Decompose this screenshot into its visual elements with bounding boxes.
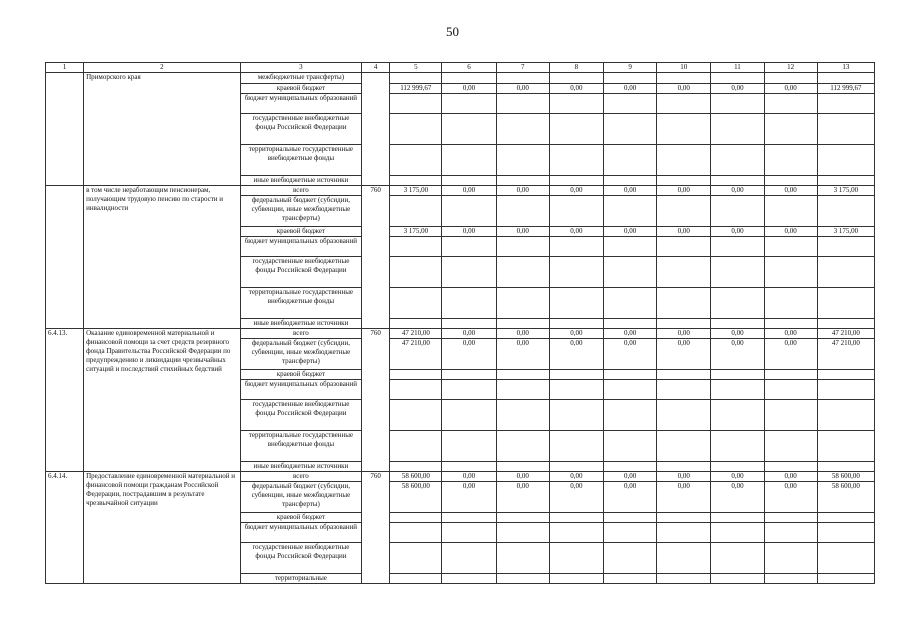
cell-value bbox=[764, 196, 817, 227]
row-funding-source: территориальные государственные внебюджетные фонды bbox=[240, 145, 361, 176]
cell-value: 0,00 bbox=[549, 472, 603, 482]
cell-value: 3 175,00 bbox=[817, 186, 874, 196]
cell-value bbox=[817, 114, 874, 145]
cell-value bbox=[603, 380, 656, 400]
cell-value: 0,00 bbox=[442, 227, 496, 237]
cell-value bbox=[603, 370, 656, 380]
cell-value bbox=[603, 257, 656, 288]
row-funding-source: иные внебюджетные источники bbox=[240, 462, 361, 472]
cell-value bbox=[711, 370, 764, 380]
cell-value bbox=[496, 370, 549, 380]
cell-value bbox=[657, 237, 711, 257]
cell-value: 58 600,00 bbox=[817, 482, 874, 513]
cell-value bbox=[390, 370, 442, 380]
cell-value: 58 600,00 bbox=[390, 472, 442, 482]
col-header-8: 8 bbox=[549, 63, 603, 73]
cell-value bbox=[711, 462, 764, 472]
cell-value: 0,00 bbox=[549, 329, 603, 339]
cell-value bbox=[711, 94, 764, 114]
cell-value bbox=[764, 574, 817, 584]
cell-value bbox=[442, 370, 496, 380]
cell-value: 0,00 bbox=[657, 227, 711, 237]
cell-value bbox=[390, 257, 442, 288]
cell-value bbox=[390, 176, 442, 186]
cell-value: 0,00 bbox=[711, 339, 764, 370]
row-funding-source: всего bbox=[240, 472, 361, 482]
cell-value bbox=[711, 513, 764, 523]
cell-value bbox=[603, 543, 656, 574]
cell-value bbox=[496, 513, 549, 523]
cell-value bbox=[603, 288, 656, 319]
cell-value bbox=[657, 574, 711, 584]
row-funding-source: федеральный бюджет (субсидии, субвенции, иные межбюджетные трансферты) bbox=[240, 482, 361, 513]
row-funding-source: всего bbox=[240, 329, 361, 339]
cell-value bbox=[390, 94, 442, 114]
table-row bbox=[46, 73, 875, 84]
cell-value bbox=[711, 319, 764, 329]
cell-value bbox=[764, 513, 817, 523]
row-funding-source: государственные внебюджетные фонды Российской Федерации bbox=[240, 400, 361, 431]
cell-value bbox=[549, 237, 603, 257]
cell-value bbox=[657, 288, 711, 319]
cell-value: 0,00 bbox=[603, 227, 656, 237]
cell-value bbox=[764, 319, 817, 329]
cell-value bbox=[764, 73, 817, 84]
cell-value bbox=[549, 462, 603, 472]
cell-value bbox=[549, 523, 603, 543]
cell-value: 0,00 bbox=[657, 329, 711, 339]
cell-value bbox=[657, 176, 711, 186]
row-code: 6.4.14. bbox=[46, 472, 84, 584]
cell-value bbox=[390, 523, 442, 543]
row-name: в том числе неработающим пенсионерам, получающим трудовую пенсию по старости и инвалидности bbox=[84, 186, 241, 329]
cell-value bbox=[549, 257, 603, 288]
cell-value: 0,00 bbox=[496, 186, 549, 196]
cell-value: 0,00 bbox=[711, 329, 764, 339]
row-code bbox=[46, 186, 84, 329]
cell-value bbox=[657, 431, 711, 462]
cell-value bbox=[442, 523, 496, 543]
cell-value bbox=[603, 237, 656, 257]
cell-value bbox=[711, 237, 764, 257]
cell-value bbox=[817, 380, 874, 400]
cell-value bbox=[442, 145, 496, 176]
cell-value: 0,00 bbox=[442, 329, 496, 339]
cell-value bbox=[496, 145, 549, 176]
cell-value bbox=[603, 319, 656, 329]
cell-value bbox=[764, 523, 817, 543]
cell-value bbox=[657, 370, 711, 380]
col-header-3: 3 bbox=[240, 63, 361, 73]
cell-value bbox=[442, 237, 496, 257]
cell-value bbox=[549, 145, 603, 176]
cell-value: 0,00 bbox=[711, 227, 764, 237]
row-funding-source: территориальные государственные внебюджетные фонды bbox=[240, 288, 361, 319]
cell-value bbox=[442, 380, 496, 400]
cell-value: 0,00 bbox=[442, 482, 496, 513]
cell-value: 3 175,00 bbox=[817, 227, 874, 237]
cell-value bbox=[496, 523, 549, 543]
cell-value bbox=[817, 94, 874, 114]
cell-value bbox=[764, 114, 817, 145]
cell-value bbox=[496, 431, 549, 462]
cell-value: 112 999,67 bbox=[817, 84, 874, 94]
cell-value bbox=[390, 196, 442, 227]
cell-value: 3 175,00 bbox=[390, 227, 442, 237]
cell-value bbox=[764, 431, 817, 462]
cell-value bbox=[711, 380, 764, 400]
cell-value bbox=[711, 523, 764, 543]
cell-value bbox=[603, 574, 656, 584]
cell-value bbox=[817, 513, 874, 523]
col-header-5: 5 bbox=[390, 63, 442, 73]
row-code bbox=[46, 73, 84, 186]
col-header-9: 9 bbox=[603, 63, 656, 73]
cell-value bbox=[711, 114, 764, 145]
cell-value bbox=[390, 513, 442, 523]
cell-value bbox=[442, 400, 496, 431]
cell-value: 47 210,00 bbox=[817, 339, 874, 370]
cell-value bbox=[817, 523, 874, 543]
cell-value: 0,00 bbox=[657, 84, 711, 94]
cell-value bbox=[657, 380, 711, 400]
col-header-6: 6 bbox=[442, 63, 496, 73]
cell-value bbox=[764, 543, 817, 574]
col-header-13: 13 bbox=[817, 63, 874, 73]
cell-value: 0,00 bbox=[603, 186, 656, 196]
cell-value bbox=[764, 400, 817, 431]
cell-value bbox=[549, 513, 603, 523]
cell-value bbox=[549, 176, 603, 186]
cell-value bbox=[603, 523, 656, 543]
cell-value bbox=[711, 73, 764, 84]
page-number: 50 bbox=[446, 24, 459, 39]
cell-value bbox=[442, 543, 496, 574]
cell-value bbox=[549, 288, 603, 319]
cell-value bbox=[390, 431, 442, 462]
cell-value bbox=[549, 431, 603, 462]
cell-value: 0,00 bbox=[496, 227, 549, 237]
cell-value bbox=[496, 462, 549, 472]
cell-value bbox=[817, 370, 874, 380]
cell-value bbox=[442, 431, 496, 462]
cell-value: 0,00 bbox=[496, 339, 549, 370]
cell-value: 3 175,00 bbox=[390, 186, 442, 196]
cell-value: 58 600,00 bbox=[390, 482, 442, 513]
cell-value bbox=[442, 196, 496, 227]
cell-value: 58 600,00 bbox=[817, 472, 874, 482]
cell-value bbox=[711, 400, 764, 431]
cell-value: 0,00 bbox=[711, 482, 764, 513]
col-header-11: 11 bbox=[711, 63, 764, 73]
cell-value bbox=[496, 543, 549, 574]
cell-value bbox=[496, 237, 549, 257]
cell-value: 0,00 bbox=[496, 84, 549, 94]
row-name: Оказание единовременной материальной и финансовой помощи за счет средств резервного фонда Правительства Российской Федерации по предупреждению и ликвидации чрезвычайных ситуаций и последствий стихийных бедствий bbox=[84, 329, 241, 472]
cell-value bbox=[764, 176, 817, 186]
row-name: Приморского края bbox=[84, 73, 241, 186]
cell-value bbox=[711, 288, 764, 319]
cell-value bbox=[442, 288, 496, 319]
cell-value bbox=[817, 431, 874, 462]
cell-value bbox=[549, 380, 603, 400]
cell-value bbox=[442, 176, 496, 186]
col-header-2: 2 bbox=[84, 63, 241, 73]
row-name: Предоставление единовременной материальной и финансовой помощи гражданам Российской Федерации, пострадавшим в результате чрезвычайной ситуации bbox=[84, 472, 241, 584]
table-row bbox=[46, 329, 875, 339]
cell-value bbox=[390, 543, 442, 574]
cell-value bbox=[442, 114, 496, 145]
cell-value: 0,00 bbox=[764, 227, 817, 237]
cell-value bbox=[657, 523, 711, 543]
cell-value: 0,00 bbox=[496, 329, 549, 339]
cell-value bbox=[764, 370, 817, 380]
cell-value bbox=[442, 257, 496, 288]
cell-value bbox=[817, 288, 874, 319]
cell-value bbox=[496, 380, 549, 400]
row-funding-source: государственные внебюджетные фонды Российской Федерации bbox=[240, 543, 361, 574]
cell-value: 0,00 bbox=[764, 482, 817, 513]
row-funding-source: краевой бюджет bbox=[240, 227, 361, 237]
cell-value bbox=[496, 574, 549, 584]
row-funding-source: всего bbox=[240, 186, 361, 196]
cell-value: 0,00 bbox=[549, 339, 603, 370]
cell-value bbox=[549, 319, 603, 329]
cell-value: 0,00 bbox=[711, 186, 764, 196]
cell-value bbox=[657, 73, 711, 84]
cell-value bbox=[817, 462, 874, 472]
col-header-12: 12 bbox=[764, 63, 817, 73]
row-funding-source: иные внебюджетные источники bbox=[240, 319, 361, 329]
column-header-row bbox=[46, 63, 875, 73]
cell-value bbox=[496, 73, 549, 84]
cell-value: 47 210,00 bbox=[817, 329, 874, 339]
cell-value bbox=[603, 73, 656, 84]
row-funding-source: государственные внебюджетные фонды Российской Федерации bbox=[240, 257, 361, 288]
row-funding-source: федеральный бюджет (субсидии, субвенции, иные межбюджетные трансферты) bbox=[240, 196, 361, 227]
cell-value bbox=[817, 574, 874, 584]
row-funding-source: краевой бюджет bbox=[240, 370, 361, 380]
cell-value bbox=[657, 257, 711, 288]
cell-value bbox=[442, 73, 496, 84]
cell-value bbox=[603, 196, 656, 227]
cell-value bbox=[764, 288, 817, 319]
cell-value: 0,00 bbox=[764, 329, 817, 339]
cell-value bbox=[496, 196, 549, 227]
cell-value: 112 999,67 bbox=[390, 84, 442, 94]
cell-value bbox=[764, 380, 817, 400]
cell-value bbox=[442, 319, 496, 329]
cell-value bbox=[657, 462, 711, 472]
cell-value bbox=[442, 513, 496, 523]
cell-value bbox=[549, 73, 603, 84]
table-row bbox=[46, 472, 875, 482]
cell-value: 0,00 bbox=[549, 482, 603, 513]
cell-value bbox=[496, 114, 549, 145]
cell-value bbox=[549, 400, 603, 431]
row-funding-source: бюджет муниципальных образований bbox=[240, 523, 361, 543]
cell-value bbox=[817, 196, 874, 227]
row-kbk bbox=[362, 73, 390, 186]
cell-value bbox=[496, 400, 549, 431]
row-funding-source: территориальные государственные внебюджетные фонды bbox=[240, 431, 361, 462]
cell-value bbox=[390, 237, 442, 257]
cell-value bbox=[657, 145, 711, 176]
row-funding-source: государственные внебюджетные фонды Российской Федерации bbox=[240, 114, 361, 145]
cell-value bbox=[390, 114, 442, 145]
cell-value bbox=[390, 73, 442, 84]
cell-value bbox=[817, 73, 874, 84]
cell-value: 47 210,00 bbox=[390, 339, 442, 370]
cell-value bbox=[603, 513, 656, 523]
cell-value bbox=[390, 400, 442, 431]
cell-value: 0,00 bbox=[764, 339, 817, 370]
col-header-7: 7 bbox=[496, 63, 549, 73]
cell-value bbox=[711, 431, 764, 462]
cell-value: 0,00 bbox=[442, 84, 496, 94]
row-code: 6.4.13. bbox=[46, 329, 84, 472]
cell-value bbox=[603, 400, 656, 431]
cell-value: 0,00 bbox=[657, 472, 711, 482]
cell-value: 0,00 bbox=[657, 339, 711, 370]
cell-value bbox=[711, 145, 764, 176]
cell-value bbox=[603, 145, 656, 176]
row-kbk: 760 bbox=[362, 186, 390, 329]
cell-value: 0,00 bbox=[603, 329, 656, 339]
cell-value: 0,00 bbox=[442, 472, 496, 482]
cell-value bbox=[549, 94, 603, 114]
table-row bbox=[46, 186, 875, 196]
cell-value bbox=[711, 543, 764, 574]
row-funding-source: бюджет муниципальных образований bbox=[240, 237, 361, 257]
cell-value bbox=[549, 574, 603, 584]
cell-value bbox=[549, 543, 603, 574]
cell-value bbox=[657, 196, 711, 227]
col-header-1: 1 bbox=[46, 63, 84, 73]
cell-value bbox=[549, 370, 603, 380]
cell-value bbox=[657, 513, 711, 523]
col-header-10: 10 bbox=[657, 63, 711, 73]
cell-value: 0,00 bbox=[549, 186, 603, 196]
cell-value: 0,00 bbox=[603, 472, 656, 482]
cell-value bbox=[442, 574, 496, 584]
cell-value bbox=[603, 114, 656, 145]
cell-value bbox=[496, 176, 549, 186]
cell-value: 0,00 bbox=[711, 84, 764, 94]
cell-value bbox=[496, 257, 549, 288]
table-body bbox=[46, 63, 875, 584]
cell-value bbox=[711, 257, 764, 288]
cell-value bbox=[711, 574, 764, 584]
cell-value: 0,00 bbox=[496, 472, 549, 482]
cell-value bbox=[390, 145, 442, 176]
row-funding-source: иные внебюджетные источники bbox=[240, 176, 361, 186]
row-kbk: 760 bbox=[362, 329, 390, 472]
row-funding-source: межбюджетные трансферты) bbox=[240, 73, 361, 84]
cell-value bbox=[817, 543, 874, 574]
cell-value: 0,00 bbox=[603, 84, 656, 94]
cell-value bbox=[549, 196, 603, 227]
cell-value bbox=[603, 431, 656, 462]
cell-value: 0,00 bbox=[442, 186, 496, 196]
cell-value bbox=[657, 400, 711, 431]
cell-value bbox=[603, 176, 656, 186]
row-funding-source: федеральный бюджет (субсидии, субвенции, иные межбюджетные трансферты) bbox=[240, 339, 361, 370]
cell-value bbox=[390, 319, 442, 329]
cell-value bbox=[442, 94, 496, 114]
cell-value bbox=[817, 145, 874, 176]
row-funding-source: краевой бюджет bbox=[240, 84, 361, 94]
cell-value: 0,00 bbox=[764, 84, 817, 94]
cell-value bbox=[496, 288, 549, 319]
row-funding-source: бюджет муниципальных образований bbox=[240, 380, 361, 400]
cell-value bbox=[549, 114, 603, 145]
cell-value bbox=[817, 400, 874, 431]
cell-value: 0,00 bbox=[549, 84, 603, 94]
cell-value bbox=[764, 145, 817, 176]
cell-value bbox=[817, 319, 874, 329]
cell-value: 0,00 bbox=[764, 186, 817, 196]
cell-value bbox=[390, 574, 442, 584]
cell-value: 47 210,00 bbox=[390, 329, 442, 339]
cell-value bbox=[603, 94, 656, 114]
cell-value: 0,00 bbox=[764, 472, 817, 482]
cell-value: 0,00 bbox=[496, 482, 549, 513]
cell-value bbox=[657, 114, 711, 145]
cell-value bbox=[390, 462, 442, 472]
cell-value bbox=[657, 94, 711, 114]
cell-value bbox=[764, 462, 817, 472]
cell-value bbox=[817, 176, 874, 186]
cell-value bbox=[603, 462, 656, 472]
col-header-4: 4 bbox=[362, 63, 390, 73]
cell-value bbox=[442, 462, 496, 472]
cell-value: 0,00 bbox=[603, 339, 656, 370]
row-kbk: 760 bbox=[362, 472, 390, 584]
cell-value bbox=[496, 94, 549, 114]
cell-value bbox=[764, 257, 817, 288]
row-funding-source: бюджет муниципальных образований bbox=[240, 94, 361, 114]
cell-value bbox=[657, 319, 711, 329]
cell-value: 0,00 bbox=[549, 227, 603, 237]
cell-value bbox=[764, 237, 817, 257]
row-funding-source: территориальные bbox=[240, 574, 361, 584]
cell-value bbox=[711, 176, 764, 186]
cell-value bbox=[817, 237, 874, 257]
cell-value bbox=[496, 319, 549, 329]
cell-value bbox=[657, 543, 711, 574]
cell-value bbox=[764, 94, 817, 114]
cell-value: 0,00 bbox=[657, 482, 711, 513]
cell-value bbox=[817, 257, 874, 288]
cell-value bbox=[711, 196, 764, 227]
cell-value bbox=[390, 380, 442, 400]
row-funding-source: краевой бюджет bbox=[240, 513, 361, 523]
cell-value bbox=[390, 288, 442, 319]
cell-value: 0,00 bbox=[657, 186, 711, 196]
cell-value: 0,00 bbox=[603, 482, 656, 513]
budget-table bbox=[45, 62, 875, 584]
cell-value: 0,00 bbox=[442, 339, 496, 370]
cell-value: 0,00 bbox=[711, 472, 764, 482]
